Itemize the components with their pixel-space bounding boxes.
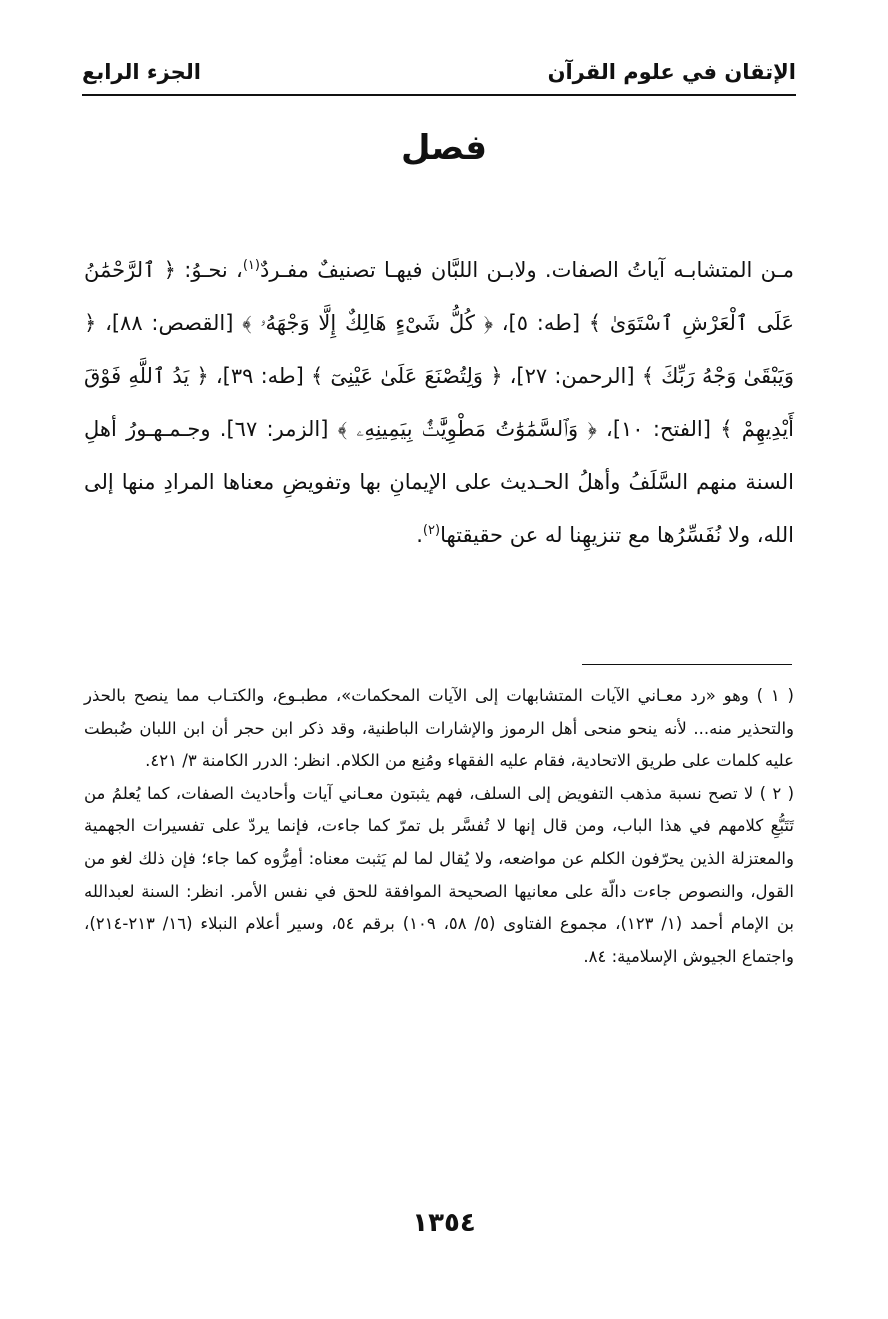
footnote-number: ( ٢ ) [759,783,794,803]
book-title: الإتقان في علوم القرآن [547,60,796,84]
body-sentence-1: مـن المتشابـه آياتُ الصفات. ولابـن اللبَّان فيهـا تصنيفٌ مفـردٌ [259,258,795,282]
running-header [82,50,796,96]
footnote-ref-2[interactable]: (٢) [422,523,441,538]
footnote-text: لا تصح نسبة مذهب التفويض إلى السلف، فهم يثبتون معـاني آيات وأحاديث الصفات، كما يُعلمُ من تَتَبُّعِ كلامهم في هذا الباب، ومن قال إنها لا تُفسَّر بل تمرّ كما جاءت، فإنما يردّ على تفسيرات الجهمية والمعتزلة الذين يحرّفون الكلم عن مواضعه، ولا يُقال لما لم يَثبت معناه: أمِرُّوه كما جاء؛ فإن ذلك لغو من القول، والنصوص جاءت دالّة على معانيها الصحيحة الموافقة للحق في نفس الأمر. انظر: السنة لعبدالله بن الإمام أحمد (١/ ١٢٣)، مجموع الفتاوى (٥/ ٥٨، ١٠٩) برقم ٥٤، وسير أعلام النبلاء (١٦/ ٢١٣-٢١٤)، واجتماع الجيوش الإسلامية: ٨٤. [84,783,794,966]
footnote-ref-1[interactable]: (١) [242,258,260,273]
page-number: ١٣٥٤ [412,1208,476,1238]
footnote-separator [582,664,792,665]
body-sentence-end: . [416,523,423,547]
footnote-text: وهو «رد معـاني الآيات المتشابهات إلى الآيات المحكمات»، مطبـوع، والكتـاب مما ينصح بالحذر والتحذير منه... لأنه ينحو منحى أهل الرموز والإشارات الباطنية، وقد ذكر ابن حجر أن ابن اللبان ضُبطت عليه كلمات على طريق الاتحادية، فقام عليه الفقهاء ومُنِع من الكلام. انظر: الدرر الكامنة ٣/ ٤٢١. [84,686,794,771]
footnote-number: ( ١ ) [756,686,794,705]
main-paragraph [84,244,794,562]
footnotes-section [84,680,794,973]
body-sentence-2: ، نحـوُ: ﴿ ٱلرَّحْمَٰنُ عَلَى ٱلْعَرْشِ ٱسْتَوَىٰ ﴾ [طه: ٥]، ﴿ كُلُّ شَىْءٍ هَالِكٌ إِلَّا وَجْهَهُۥ ﴾ [القصص: ٨٨]، ﴿ وَيَبْقَىٰ وَجْهُ رَبِّكَ ﴾ [الرحمن: ٢٧]، ﴿ وَلِتُصْنَعَ عَلَىٰ عَيْنِىٓ ﴾ [طه: ٣٩]، ﴿ يَدُ ٱللَّهِ فَوْقَ أَيْدِيهِمْ ﴾ [الفتح: ١٠]، ﴿ وَٱلسَّمَٰوَٰتُ مَطْوِيَّٰتٌۢ بِيَمِينِهِۦ ﴾ [الزمر: ٦٧]. وجـمـهـورُ أهلِ السنة منهم السَّلَفُ وأهلُ الحـديث على الإيمانِ بها وتفويضِ معناها المرادِ منها إلى الله، ولا نُفَسِّرُها مع تنزيهِنا له عن حقيقتها [84,258,794,547]
footnote-2 [84,778,794,974]
volume-label: الجزء الرابع [82,60,201,84]
paragraph-text [84,244,794,562]
footnote-1 [84,680,794,778]
chapter-title: فصل [400,128,488,168]
